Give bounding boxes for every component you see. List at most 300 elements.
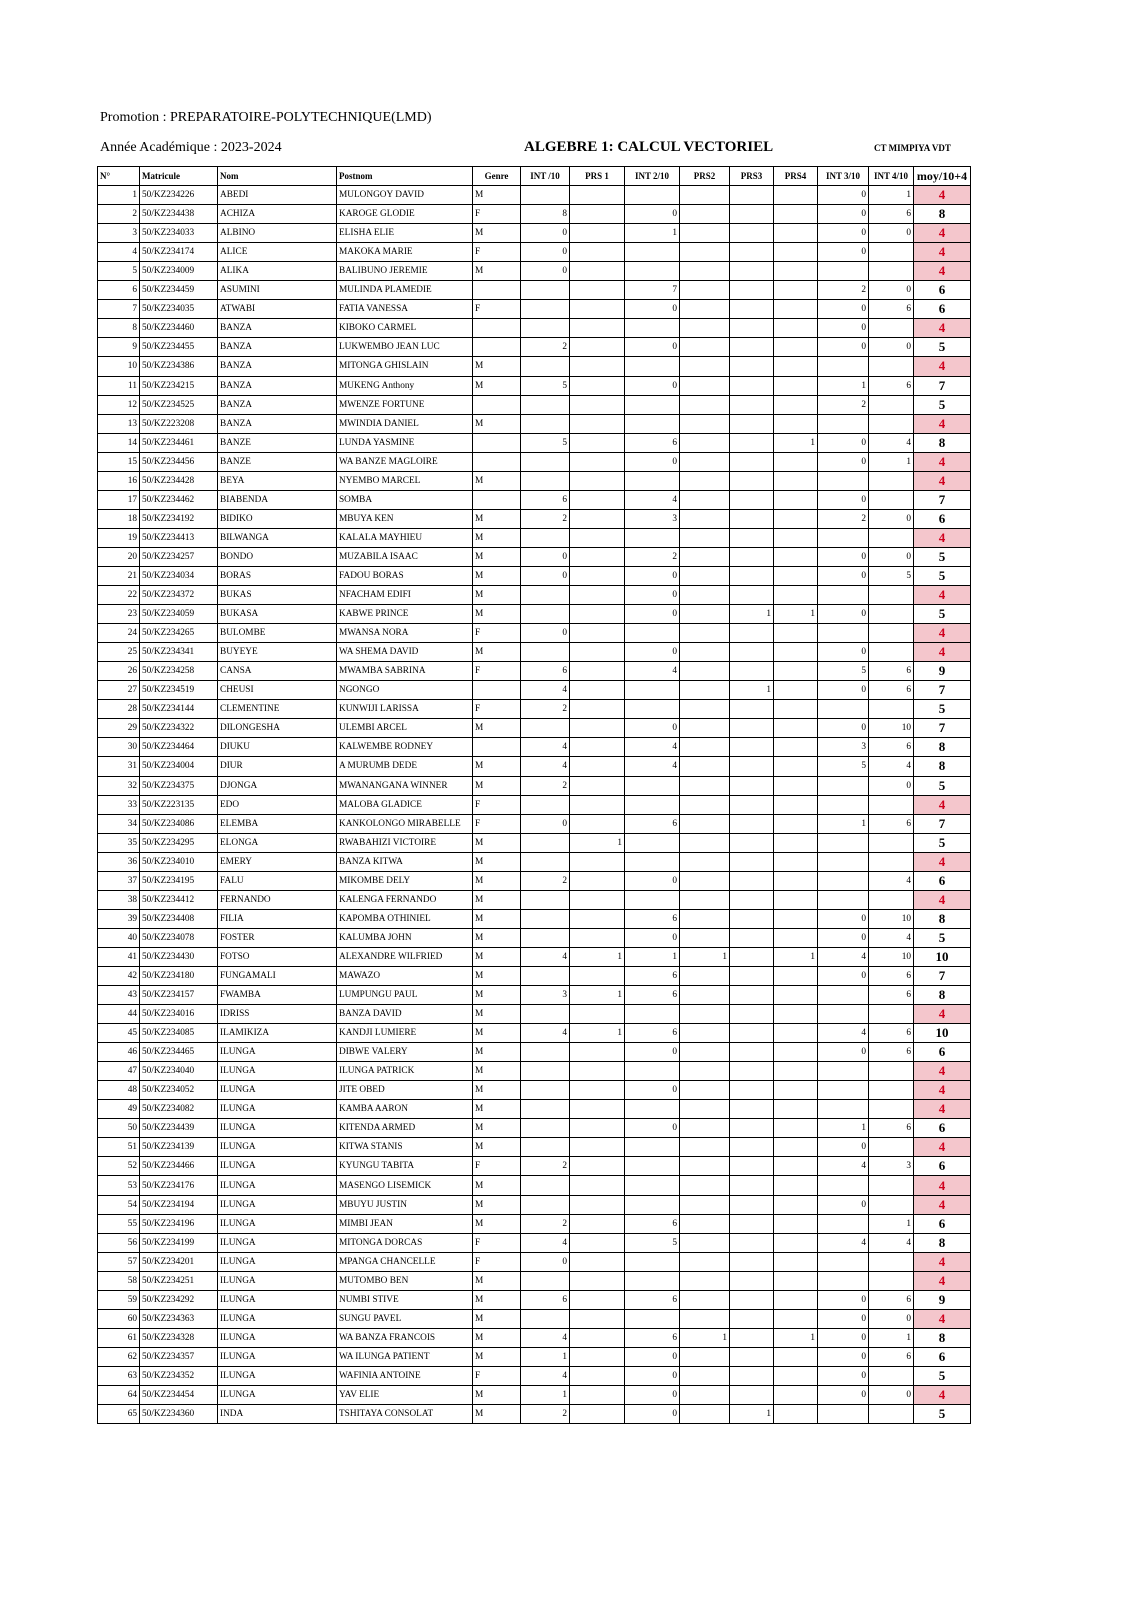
- cell-moyenne: 6: [914, 509, 971, 528]
- cell-nom: ILUNGA: [218, 1347, 337, 1366]
- cell-matricule: 50/KZ234258: [140, 662, 218, 681]
- cell-genre: M: [473, 890, 521, 909]
- cell-prs4: [774, 833, 818, 852]
- cell-prs1: [570, 1214, 625, 1233]
- cell-prs2: [680, 338, 730, 357]
- table-row: [98, 1290, 971, 1309]
- table-row: [98, 1214, 971, 1233]
- cell-int2: [625, 681, 680, 700]
- cell-int1: [521, 1138, 570, 1157]
- cell-int4: 6: [869, 662, 914, 681]
- cell-int4: [869, 528, 914, 547]
- cell-postnom: MWAMBA SABRINA: [337, 662, 473, 681]
- cell-matricule: 50/KZ234078: [140, 928, 218, 947]
- cell-int4: 6: [869, 986, 914, 1005]
- cell-matricule: 50/KZ234456: [140, 452, 218, 471]
- cell-genre: F: [473, 1366, 521, 1385]
- cell-prs2: [680, 776, 730, 795]
- cell-int2: 0: [625, 1405, 680, 1424]
- cell-prs4: [774, 376, 818, 395]
- table-header-row: [98, 167, 971, 186]
- cell-row-number: 14: [98, 433, 140, 452]
- cell-moyenne: 4: [914, 1005, 971, 1024]
- cell-genre: M: [473, 414, 521, 433]
- cell-nom: FALU: [218, 871, 337, 890]
- cell-row-number: 25: [98, 643, 140, 662]
- cell-int1: [521, 1195, 570, 1214]
- cell-genre: F: [473, 243, 521, 262]
- cell-int3: 0: [818, 643, 869, 662]
- cell-matricule: 50/KZ234455: [140, 338, 218, 357]
- cell-int2: 6: [625, 966, 680, 985]
- table-row: [98, 833, 971, 852]
- cell-nom: DJONGA: [218, 776, 337, 795]
- cell-int3: 0: [818, 1195, 869, 1214]
- cell-prs2: [680, 319, 730, 338]
- cell-row-number: 59: [98, 1290, 140, 1309]
- cell-prs4: [774, 909, 818, 928]
- cell-nom: BUKASA: [218, 605, 337, 624]
- cell-prs1: [570, 1138, 625, 1157]
- cell-prs3: [730, 966, 774, 985]
- col-header-prs4: PRS4: [774, 167, 818, 186]
- cell-nom: ALIKA: [218, 262, 337, 281]
- cell-prs3: [730, 871, 774, 890]
- cell-int1: [521, 966, 570, 985]
- cell-row-number: 23: [98, 605, 140, 624]
- cell-prs3: [730, 281, 774, 300]
- col-header-nom: Nom: [218, 167, 337, 186]
- cell-postnom: MASENGO LISEMICK: [337, 1176, 473, 1195]
- cell-postnom: MAKOKA MARIE: [337, 243, 473, 262]
- cell-int4: [869, 586, 914, 605]
- cell-prs3: [730, 1157, 774, 1176]
- cell-moyenne: 4: [914, 1176, 971, 1195]
- cell-prs2: [680, 471, 730, 490]
- cell-postnom: MPANGA CHANCELLE: [337, 1252, 473, 1271]
- cell-int2: 0: [625, 300, 680, 319]
- table-row: [98, 281, 971, 300]
- cell-postnom: WAFINIA ANTOINE: [337, 1366, 473, 1385]
- table-row: [98, 986, 971, 1005]
- cell-int2: 6: [625, 1214, 680, 1233]
- cell-postnom: WA BANZA FRANCOIS: [337, 1328, 473, 1347]
- cell-moyenne: 5: [914, 547, 971, 566]
- cell-prs4: [774, 814, 818, 833]
- cell-prs2: [680, 224, 730, 243]
- cell-row-number: 12: [98, 395, 140, 414]
- cell-row-number: 31: [98, 757, 140, 776]
- cell-int1: [521, 833, 570, 852]
- cell-moyenne: 4: [914, 224, 971, 243]
- cell-int1: 0: [521, 1252, 570, 1271]
- cell-int3: [818, 852, 869, 871]
- cell-prs4: [774, 262, 818, 281]
- cell-int1: 2: [521, 1214, 570, 1233]
- cell-postnom: WA SHEMA DAVID: [337, 643, 473, 662]
- cell-postnom: NGONGO: [337, 681, 473, 700]
- cell-genre: [473, 395, 521, 414]
- cell-row-number: 19: [98, 528, 140, 547]
- cell-matricule: 50/KZ234357: [140, 1347, 218, 1366]
- cell-int1: 1: [521, 1386, 570, 1405]
- cell-prs4: [774, 757, 818, 776]
- cell-genre: M: [473, 1290, 521, 1309]
- cell-int1: [521, 414, 570, 433]
- cell-matricule: 50/KZ234428: [140, 471, 218, 490]
- cell-row-number: 28: [98, 700, 140, 719]
- cell-row-number: 3: [98, 224, 140, 243]
- cell-prs1: [570, 1386, 625, 1405]
- cell-prs1: [570, 605, 625, 624]
- cell-int1: [521, 890, 570, 909]
- cell-int3: [818, 262, 869, 281]
- cell-int3: 0: [818, 1138, 869, 1157]
- cell-prs4: [774, 1233, 818, 1252]
- cell-prs1: [570, 738, 625, 757]
- cell-prs3: [730, 414, 774, 433]
- cell-moyenne: 5: [914, 928, 971, 947]
- cell-genre: M: [473, 224, 521, 243]
- cell-prs3: [730, 986, 774, 1005]
- cell-int3: [818, 414, 869, 433]
- cell-moyenne: 6: [914, 281, 971, 300]
- cell-int4: [869, 243, 914, 262]
- table-row: [98, 586, 971, 605]
- cell-prs2: [680, 395, 730, 414]
- cell-int3: [818, 1405, 869, 1424]
- cell-genre: [473, 338, 521, 357]
- cell-int2: 0: [625, 1081, 680, 1100]
- cell-int1: 5: [521, 433, 570, 452]
- cell-int3: [818, 776, 869, 795]
- cell-genre: M: [473, 833, 521, 852]
- cell-nom: ILUNGA: [218, 1138, 337, 1157]
- table-row: [98, 966, 971, 985]
- table-row: [98, 1024, 971, 1043]
- cell-prs3: [730, 300, 774, 319]
- cell-prs3: [730, 795, 774, 814]
- cell-postnom: KALUMBA JOHN: [337, 928, 473, 947]
- cell-row-number: 47: [98, 1062, 140, 1081]
- cell-int3: 0: [818, 490, 869, 509]
- cell-int1: [521, 357, 570, 376]
- cell-genre: F: [473, 814, 521, 833]
- cell-int3: 0: [818, 681, 869, 700]
- cell-nom: ILUNGA: [218, 1081, 337, 1100]
- cell-moyenne: 6: [914, 1214, 971, 1233]
- cell-nom: BANZA: [218, 414, 337, 433]
- cell-row-number: 40: [98, 928, 140, 947]
- cell-nom: BANZE: [218, 452, 337, 471]
- cell-prs4: [774, 1252, 818, 1271]
- cell-row-number: 49: [98, 1100, 140, 1119]
- table-row: [98, 490, 971, 509]
- cell-int2: 0: [625, 871, 680, 890]
- cell-prs3: [730, 1347, 774, 1366]
- cell-row-number: 30: [98, 738, 140, 757]
- cell-prs1: [570, 1271, 625, 1290]
- cell-prs2: [680, 852, 730, 871]
- cell-prs3: [730, 757, 774, 776]
- cell-prs4: [774, 719, 818, 738]
- cell-int1: [521, 186, 570, 205]
- cell-int1: [521, 395, 570, 414]
- cell-prs3: [730, 528, 774, 547]
- cell-genre: M: [473, 909, 521, 928]
- cell-prs1: [570, 1347, 625, 1366]
- cell-int2: 4: [625, 757, 680, 776]
- cell-int1: 0: [521, 224, 570, 243]
- cell-int3: [818, 795, 869, 814]
- cell-postnom: ULEMBI ARCEL: [337, 719, 473, 738]
- cell-nom: ILUNGA: [218, 1386, 337, 1405]
- cell-int1: [521, 1005, 570, 1024]
- cell-matricule: 50/KZ234176: [140, 1176, 218, 1195]
- cell-int4: [869, 1176, 914, 1195]
- cell-prs1: [570, 1233, 625, 1252]
- table-row: [98, 300, 971, 319]
- cell-prs2: [680, 966, 730, 985]
- cell-matricule: 50/KZ234430: [140, 947, 218, 966]
- cell-int2: [625, 1062, 680, 1081]
- cell-row-number: 21: [98, 566, 140, 585]
- table-row: [98, 1252, 971, 1271]
- cell-int1: 2: [521, 871, 570, 890]
- cell-prs2: [680, 528, 730, 547]
- cell-int2: 4: [625, 662, 680, 681]
- cell-prs2: [680, 795, 730, 814]
- cell-matricule: 50/KZ234194: [140, 1195, 218, 1214]
- cell-matricule: 50/KZ234192: [140, 509, 218, 528]
- cell-int4: [869, 1366, 914, 1385]
- cell-prs2: [680, 243, 730, 262]
- cell-genre: F: [473, 205, 521, 224]
- cell-int1: 0: [521, 814, 570, 833]
- cell-int1: 0: [521, 624, 570, 643]
- cell-prs3: [730, 643, 774, 662]
- cell-nom: FWAMBA: [218, 986, 337, 1005]
- cell-prs3: [730, 186, 774, 205]
- cell-prs2: [680, 1043, 730, 1062]
- cell-int4: 4: [869, 871, 914, 890]
- cell-matricule: 50/KZ234372: [140, 586, 218, 605]
- cell-matricule: 50/KZ234174: [140, 243, 218, 262]
- cell-prs1: [570, 357, 625, 376]
- cell-prs1: [570, 1176, 625, 1195]
- cell-matricule: 50/KZ234157: [140, 986, 218, 1005]
- cell-prs2: [680, 909, 730, 928]
- table-row: [98, 1157, 971, 1176]
- cell-int3: 0: [818, 300, 869, 319]
- cell-moyenne: 6: [914, 871, 971, 890]
- table-row: [98, 452, 971, 471]
- cell-postnom: KUNWIJI LARISSA: [337, 700, 473, 719]
- cell-postnom: MUKENG Anthony: [337, 376, 473, 395]
- cell-moyenne: 4: [914, 1138, 971, 1157]
- cell-prs4: [774, 662, 818, 681]
- cell-prs2: [680, 1366, 730, 1385]
- cell-matricule: 50/KZ234525: [140, 395, 218, 414]
- cell-int3: 0: [818, 1347, 869, 1366]
- cell-prs4: [774, 566, 818, 585]
- cell-int4: 1: [869, 186, 914, 205]
- cell-prs2: [680, 814, 730, 833]
- cell-matricule: 50/KZ234180: [140, 966, 218, 985]
- cell-prs4: [774, 776, 818, 795]
- cell-int2: 0: [625, 605, 680, 624]
- cell-nom: ALBINO: [218, 224, 337, 243]
- cell-int3: [818, 890, 869, 909]
- cell-int4: [869, 262, 914, 281]
- table-row: [98, 890, 971, 909]
- cell-prs2: [680, 1290, 730, 1309]
- cell-int1: 2: [521, 700, 570, 719]
- cell-moyenne: 4: [914, 1309, 971, 1328]
- cell-row-number: 22: [98, 586, 140, 605]
- cell-int3: [818, 1062, 869, 1081]
- cell-prs4: [774, 1024, 818, 1043]
- cell-nom: BILWANGA: [218, 528, 337, 547]
- cell-row-number: 62: [98, 1347, 140, 1366]
- cell-row-number: 26: [98, 662, 140, 681]
- cell-int1: [521, 909, 570, 928]
- table-row: [98, 814, 971, 833]
- cell-prs4: [774, 986, 818, 1005]
- cell-prs4: [774, 452, 818, 471]
- cell-int3: 0: [818, 719, 869, 738]
- cell-genre: M: [473, 1195, 521, 1214]
- cell-genre: M: [473, 262, 521, 281]
- col-header-number: N°: [98, 167, 140, 186]
- table-row: [98, 624, 971, 643]
- cell-nom: FILIA: [218, 909, 337, 928]
- cell-genre: M: [473, 947, 521, 966]
- cell-postnom: WA BANZE MAGLOIRE: [337, 452, 473, 471]
- cell-nom: ALICE: [218, 243, 337, 262]
- cell-genre: [473, 490, 521, 509]
- cell-prs4: [774, 1138, 818, 1157]
- cell-prs2: [680, 566, 730, 585]
- cell-nom: DIUR: [218, 757, 337, 776]
- cell-int4: [869, 1195, 914, 1214]
- cell-int4: [869, 471, 914, 490]
- table-row: [98, 319, 971, 338]
- table-row: [98, 262, 971, 281]
- cell-row-number: 41: [98, 947, 140, 966]
- cell-moyenne: 5: [914, 700, 971, 719]
- cell-prs3: [730, 890, 774, 909]
- cell-int1: 4: [521, 757, 570, 776]
- cell-nom: ILUNGA: [218, 1195, 337, 1214]
- cell-matricule: 50/KZ234459: [140, 281, 218, 300]
- cell-int1: 4: [521, 738, 570, 757]
- cell-prs3: [730, 662, 774, 681]
- cell-prs3: [730, 262, 774, 281]
- cell-nom: EMERY: [218, 852, 337, 871]
- cell-genre: M: [473, 757, 521, 776]
- cell-int3: [818, 471, 869, 490]
- cell-int3: 0: [818, 1290, 869, 1309]
- cell-genre: M: [473, 376, 521, 395]
- cell-genre: F: [473, 624, 521, 643]
- cell-prs4: [774, 186, 818, 205]
- cell-genre: M: [473, 1271, 521, 1290]
- cell-moyenne: 4: [914, 1100, 971, 1119]
- table-row: [98, 1309, 971, 1328]
- cell-prs1: [570, 243, 625, 262]
- cell-row-number: 46: [98, 1043, 140, 1062]
- cell-int4: 6: [869, 966, 914, 985]
- cell-int2: [625, 414, 680, 433]
- table-row: [98, 871, 971, 890]
- cell-moyenne: 4: [914, 1081, 971, 1100]
- cell-int2: 3: [625, 509, 680, 528]
- cell-int2: 0: [625, 376, 680, 395]
- cell-postnom: MBUYU JUSTIN: [337, 1195, 473, 1214]
- cell-row-number: 2: [98, 205, 140, 224]
- cell-nom: BANZA: [218, 376, 337, 395]
- cell-int4: [869, 414, 914, 433]
- cell-moyenne: 4: [914, 1195, 971, 1214]
- cell-prs2: [680, 738, 730, 757]
- cell-prs1: [570, 757, 625, 776]
- cell-int1: 2: [521, 776, 570, 795]
- cell-matricule: 50/KZ234386: [140, 357, 218, 376]
- cell-moyenne: 8: [914, 1233, 971, 1252]
- cell-prs4: [774, 852, 818, 871]
- cell-prs4: [774, 1195, 818, 1214]
- cell-matricule: 50/KZ234466: [140, 1157, 218, 1176]
- cell-matricule: 50/KZ234413: [140, 528, 218, 547]
- cell-int2: 0: [625, 1366, 680, 1385]
- cell-prs1: [570, 871, 625, 890]
- cell-prs4: [774, 205, 818, 224]
- cell-moyenne: 5: [914, 338, 971, 357]
- cell-int1: 0: [521, 262, 570, 281]
- cell-genre: [473, 319, 521, 338]
- cell-matricule: 50/KZ234375: [140, 776, 218, 795]
- table-row: [98, 1386, 971, 1405]
- cell-int3: [818, 357, 869, 376]
- cell-row-number: 13: [98, 414, 140, 433]
- cell-int2: [625, 833, 680, 852]
- cell-int2: [625, 890, 680, 909]
- cell-genre: M: [473, 357, 521, 376]
- cell-int4: 0: [869, 224, 914, 243]
- cell-genre: F: [473, 700, 521, 719]
- table-row: [98, 909, 971, 928]
- cell-prs2: [680, 986, 730, 1005]
- cell-moyenne: 4: [914, 262, 971, 281]
- cell-prs2: [680, 1405, 730, 1424]
- cell-postnom: KALENGA FERNANDO: [337, 890, 473, 909]
- cell-prs2: [680, 547, 730, 566]
- cell-prs2: [680, 1386, 730, 1405]
- cell-genre: M: [473, 566, 521, 585]
- cell-int4: [869, 605, 914, 624]
- table-row: [98, 414, 971, 433]
- cell-int2: [625, 395, 680, 414]
- cell-int4: 0: [869, 1309, 914, 1328]
- cell-nom: ILUNGA: [218, 1252, 337, 1271]
- cell-prs3: [730, 700, 774, 719]
- cell-moyenne: 4: [914, 890, 971, 909]
- cell-int1: [521, 1081, 570, 1100]
- cell-row-number: 4: [98, 243, 140, 262]
- cell-int3: 0: [818, 452, 869, 471]
- cell-matricule: 50/KZ234215: [140, 376, 218, 395]
